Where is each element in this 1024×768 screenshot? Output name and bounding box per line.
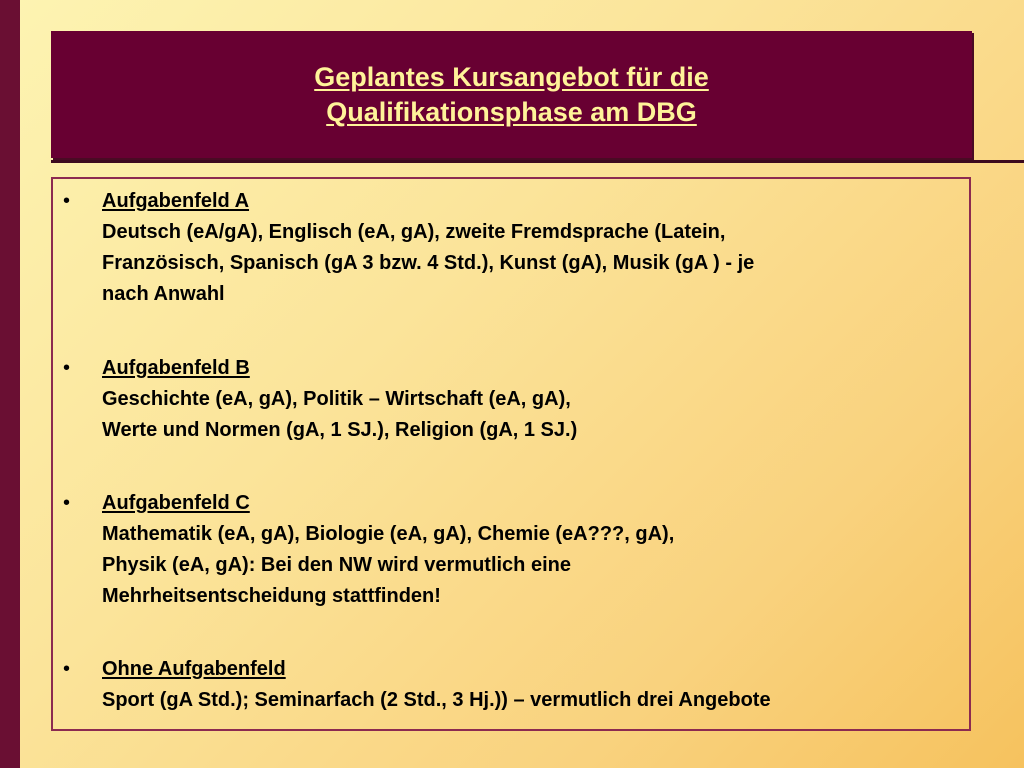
title-divider	[51, 160, 1024, 163]
item-line: nach Anwahl	[102, 283, 225, 305]
bullet-icon: •	[63, 357, 71, 379]
item-line: Mathematik (eA, gA), Biologie (eA, gA), Chemie (eA???, gA),	[102, 523, 675, 545]
item-heading: Aufgabenfeld A	[102, 190, 250, 212]
bullet-icon: •	[63, 658, 71, 680]
item-line: Deutsch (eA/gA), Englisch (eA, gA), zweite Fremdsprache (Latein,	[102, 221, 726, 243]
bullet-icon: •	[63, 190, 71, 212]
item-line: Französisch, Spanisch (gA 3 bzw. 4 Std.), Kunst (gA), Musik (gA ) - je	[102, 252, 755, 274]
item-line: Mehrheitsentscheidung stattfinden!	[102, 585, 441, 607]
item-line: Werte und Normen (gA, 1 SJ.), Religion (gA, 1 SJ.)	[102, 419, 578, 441]
item-line: Sport (gA Std.); Seminarfach (2 Std., 3 Hj.)) – vermutlich drei Angebote	[102, 689, 771, 711]
item-heading: Ohne Aufgabenfeld	[102, 658, 286, 680]
left-accent-bar	[0, 0, 20, 768]
item-line: Physik (eA, gA): Bei den NW wird vermutlich eine	[102, 554, 571, 576]
item-line: Geschichte (eA, gA), Politik – Wirtschaft (eA, gA),	[102, 388, 571, 410]
title-banner	[51, 31, 972, 158]
content-panel	[51, 177, 971, 731]
bullet-icon: •	[63, 492, 71, 514]
title-line-2: Qualifikationsphase am DBG	[326, 96, 697, 127]
item-heading: Aufgabenfeld C	[102, 492, 250, 514]
title-line-1: Geplantes Kursangebot für die	[314, 61, 709, 92]
item-heading: Aufgabenfeld B	[102, 357, 250, 379]
